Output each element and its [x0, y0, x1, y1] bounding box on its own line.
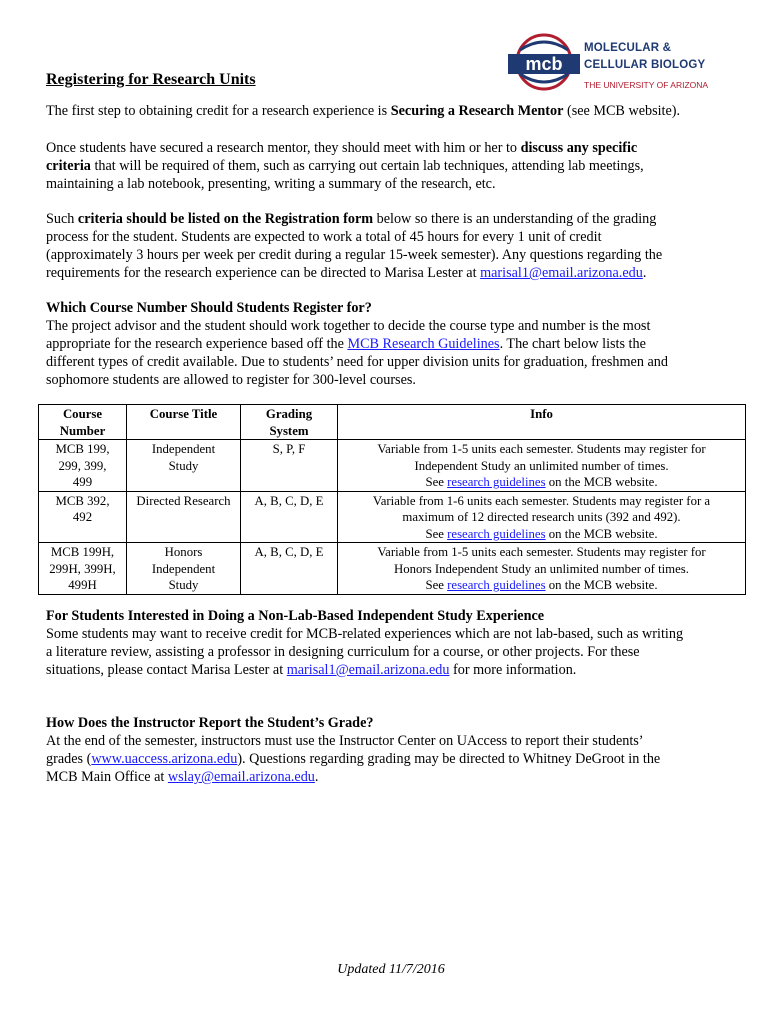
course-table — [38, 404, 746, 595]
cell-grading: A, B, C, D, E — [241, 491, 338, 543]
nonlab-line-3: situations, please contact Marisa Lester at — [46, 662, 287, 678]
cell-course-title: Directed Research — [127, 491, 241, 543]
grade-line-2-post: ). Questions regarding grading may be directed to Whitney DeGroot in the — [237, 751, 661, 767]
course-section-line-2-post: . The chart below lists the — [499, 336, 646, 352]
logo-line-3: THE UNIVERSITY OF ARIZONA — [584, 80, 709, 90]
header-course-title: Course Title — [127, 405, 241, 440]
email-link-marisa[interactable]: marisal1@email.arizona.edu — [480, 265, 643, 281]
header-course-number: Course Number — [39, 405, 127, 440]
research-guidelines-link[interactable]: research guidelines — [447, 526, 546, 541]
grade-heading: How Does the Instructor Report the Student’s Grade? — [46, 715, 374, 731]
grade-line-1: At the end of the semester, instructors must use the Instructor Center on UAccess to report their students’ — [46, 733, 644, 749]
mcb-logo-mark — [506, 32, 582, 94]
page-title: Registering for Research Units — [46, 71, 256, 88]
intro-p3-line-2: process for the student. Students are expected to work a total of 45 hours for every 1 unit of credit — [46, 229, 602, 245]
course-section-line-2: appropriate for the research experience based off the — [46, 336, 348, 352]
cell-info: Variable from 1-5 units each semester. Students may register for Independent Study an unlimited number of times. See research guidelines on the MCB website. — [338, 440, 746, 492]
uaccess-link[interactable]: www.uaccess.arizona.edu — [91, 751, 238, 767]
intro-p1-bold: Securing a Research Mentor — [390, 103, 564, 119]
updated-footer: Updated 11/7/2016 — [337, 962, 445, 977]
research-guidelines-link[interactable]: research guidelines — [447, 475, 546, 489]
intro-p2-line-2: that will be required of them, such as carrying out certain lab techniques, attending lab meetings, — [90, 158, 644, 174]
mcb-research-guidelines-link[interactable]: MCB Research Guidelines — [347, 336, 500, 352]
logo-mark-text: mcb — [525, 54, 563, 74]
course-section-line-1: The project advisor and the student should work together to decide the course type and number is the most — [46, 318, 651, 334]
grade-line-3: MCB Main Office at — [46, 769, 168, 785]
intro-paragraph-1 — [46, 102, 736, 120]
email-link-whitney[interactable]: wslay@email.arizona.edu — [167, 769, 315, 785]
nonlab-line-1: Some students may want to receive credit for MCB-related experiences which are not lab-based, such as writing — [46, 626, 684, 642]
intro-p2-bold-1: discuss any specific — [520, 140, 638, 156]
course-section-line-4: sophomore students are allowed to register for 300-level courses. — [46, 372, 416, 388]
course-section — [46, 299, 736, 389]
cell-course-number: MCB 199, 299, 399, 499 — [39, 440, 127, 492]
table-row — [39, 543, 746, 595]
intro-p3-line-3: (approximately 3 hours per week per credit during a regular 15-week semester). Any questions regarding the — [46, 247, 663, 263]
nonlab-heading: For Students Interested in Doing a Non-Lab-Based Independent Study Experience — [46, 608, 545, 624]
cell-info: Variable from 1-5 units each semester. Students may register for Honors Independent Study an unlimited number of times. See research guidelines on the MCB website. — [338, 543, 746, 595]
intro-p2-text: Once students have secured a research mentor, they should meet with him or her to — [46, 140, 521, 156]
cell-course-title: Independent Study — [127, 440, 241, 492]
header-grading-system: Grading System — [241, 405, 338, 440]
intro-p1-text: The first step to obtaining credit for a research experience is — [46, 103, 391, 119]
course-section-heading: Which Course Number Should Students Register for? — [46, 300, 372, 316]
research-guidelines-link[interactable]: research guidelines — [447, 578, 546, 592]
intro-p2-line-3: maintaining a lab notebook, presenting, writing a summary of the research, etc. — [46, 176, 496, 192]
header-info: Info — [338, 405, 746, 440]
intro-p3-bold: criteria should be listed on the Registration form — [77, 211, 374, 227]
intro-p2-bold-2: criteria — [46, 158, 91, 174]
course-section-line-3: different types of credit available. Due to students’ need for upper division units for graduation, freshmen and — [46, 354, 668, 370]
cell-info: Variable from 1-6 units each semester. Students may register for a maximum of 12 directed research units (392 and 492). See research guidelines on the MCB website. — [338, 491, 746, 543]
cell-course-number: MCB 199H, 299H, 399H, 499H — [39, 543, 127, 595]
grade-line-3-post: . — [314, 769, 319, 785]
intro-p1-post: (see MCB website). — [563, 103, 681, 119]
cell-grading: S, P, F — [241, 440, 338, 492]
email-link-marisa[interactable]: marisal1@email.arizona.edu — [286, 662, 450, 678]
grade-section — [46, 714, 736, 786]
cell-course-title: Honors Independent Study — [127, 543, 241, 595]
intro-paragraph-2 — [46, 139, 736, 193]
nonlab-section — [46, 607, 736, 679]
intro-p3-line-4: requirements for the research experience can be directed to Marisa Lester at — [46, 265, 481, 281]
table-row — [39, 440, 746, 492]
cell-course-number: MCB 392, 492 — [39, 491, 127, 543]
nonlab-line-3-post: for more information. — [449, 662, 577, 678]
nonlab-line-2: a literature review, assisting a professor in designing curriculum for a course, or other projects. For these — [46, 644, 640, 660]
logo-line-1: MOLECULAR & — [584, 42, 672, 54]
logo-line-2: CELLULAR BIOLOGY — [584, 59, 706, 71]
intro-paragraph-3 — [46, 210, 736, 282]
cell-grading: A, B, C, D, E — [241, 543, 338, 595]
table-header-row — [39, 405, 746, 440]
intro-p3-line-1: below so there is an understanding of the grading — [373, 211, 657, 227]
mcb-logo — [506, 32, 709, 94]
intro-p3-line-4-post: . — [642, 265, 647, 281]
grade-line-2: grades ( — [46, 751, 92, 767]
intro-p3-pre: Such — [46, 211, 78, 227]
table-row — [39, 491, 746, 543]
